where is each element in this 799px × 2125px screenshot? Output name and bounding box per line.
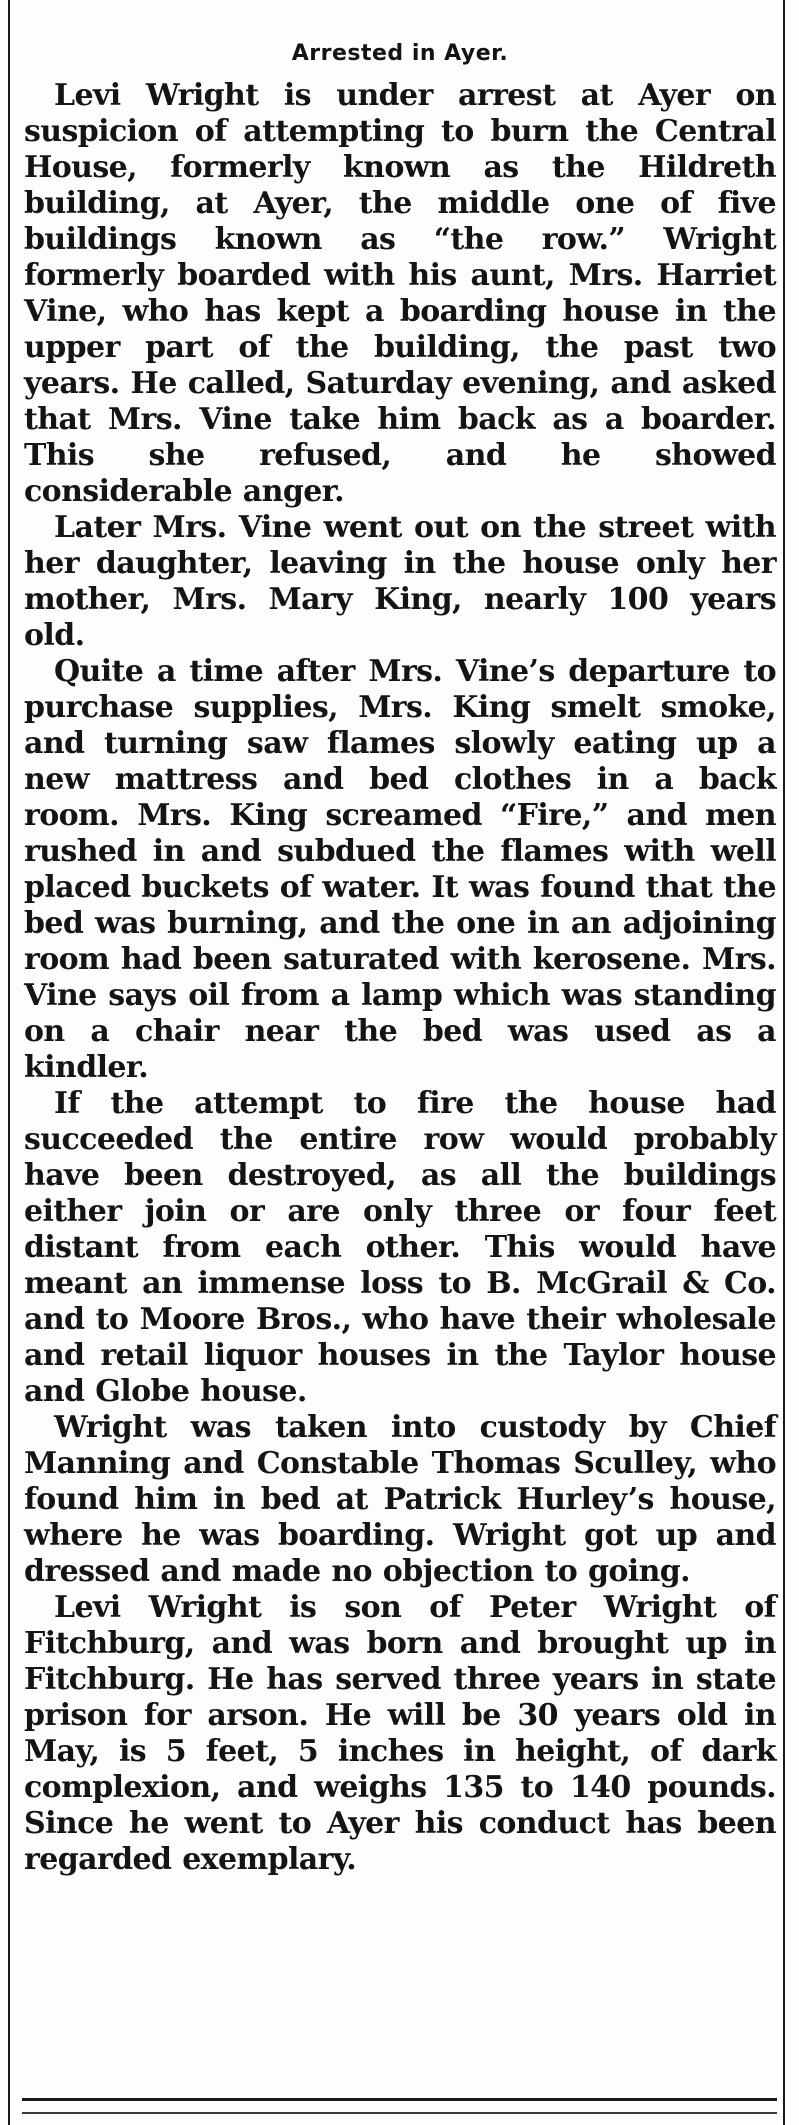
article (24, 10, 776, 1878)
bottom-rule-secondary (22, 2112, 777, 2114)
article-paragraph: If the attempt to fire the house had succeeded the entire row would probably have been destroyed, as all the buildings either join or are only three or four feet distant from each other. This would have meant an immense loss to B. McGrail & Co. and to Moore Bros., who have their wholesale and retail liquor houses in the Taylor house and Globe house. (24, 1086, 776, 1409)
bottom-rule (22, 2098, 777, 2101)
article-paragraph: Later Mrs. Vine went out on the street with her daughter, leaving in the house only her mother, Mrs. Mary King, nearly 100 years old. (24, 510, 776, 653)
article-paragraph: Quite a time after Mrs. Vine’s departure to purchase supplies, Mrs. King smelt smoke, and turning saw flames slowly eating up a new mattress and bed clothes in a back room. Mrs. King screamed “Fire,” and men rushed in and subdued the flames with well placed buckets of water. It was found that the bed was burning, and the one in an adjoining room had been saturated with kerosene. Mrs. Vine says oil from a lamp which was standing on a chair near the bed was used as a kindler. (24, 654, 776, 1085)
article-headline: Arrested in Ayer. (291, 41, 509, 66)
article-paragraph: Wright was taken into custody by Chief Manning and Constable Thomas Sculley, who found him in bed at Patrick Hurley’s house, where he was boarding. Wright got up and dressed and made no objection to going. (24, 1410, 776, 1589)
article-paragraph: Levi Wright is under arrest at Ayer on suspicion of attempting to burn the Central House, formerly known as the Hildreth building, at Ayer, the middle one of five buildings known as “the row.” Wright formerly boarded with his aunt, Mrs. Harriet Vine, who has kept a boarding house in the upper part of the building, the past two years. He called, Saturday evening, and asked that Mrs. Vine take him back as a boarder. This she refused, and he showed considerable anger. (24, 78, 776, 509)
column-rule-left (8, 0, 10, 2125)
article-paragraph: Levi Wright is son of Peter Wright of Fitchburg, and was born and brought up in Fitchburg. He has served three years in state prison for arson. He will be 30 years old in May, is 5 feet, 5 inches in height, of dark complexion, and weighs 135 to 140 pounds. Since he went to Ayer his conduct has been regarded exemplary. (24, 1590, 776, 1877)
column-rule-right (783, 0, 785, 2125)
